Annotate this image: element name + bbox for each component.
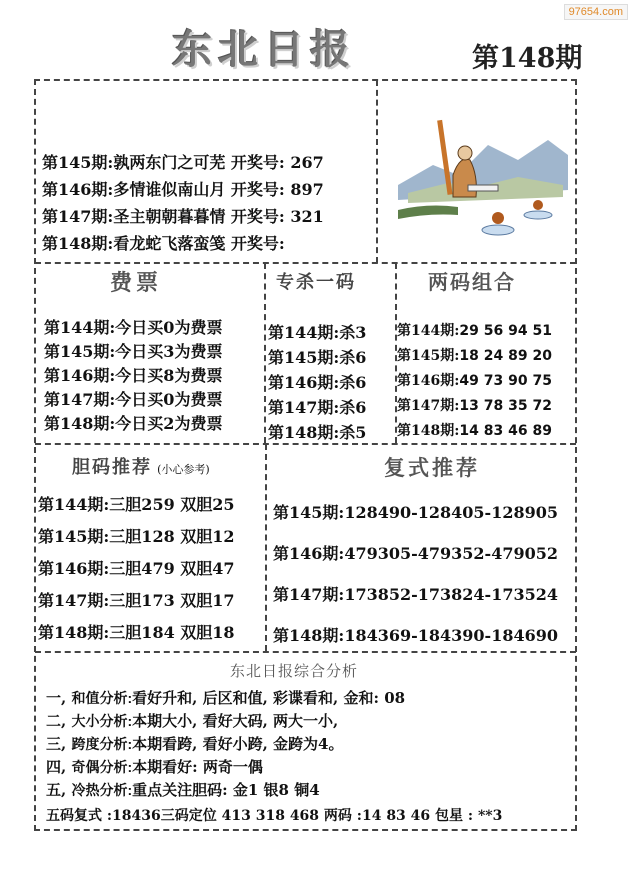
list-item: 第146期:今日买8为费票 xyxy=(44,366,223,385)
lower-vertical-divider xyxy=(265,444,267,651)
draw-row: 第147期:圣主朝朝暮暮情 开奖号: 321 xyxy=(42,207,324,226)
list-item: 第146期:杀6 xyxy=(268,373,367,392)
list-item: 第147期:杀6 xyxy=(268,398,367,417)
two-combo-title: 两码组合 xyxy=(428,270,516,294)
draw-row: 第148期:看龙蛇飞落蛮笺 开奖号: xyxy=(42,234,285,253)
analysis-row: 五, 冷热分析:重点关注胆码: 金1 银8 铜4 xyxy=(46,781,320,799)
gall-title: 胆码推荐 xyxy=(72,457,152,478)
list-item: 第146期:49 73 90 75 xyxy=(397,373,552,389)
gall-note: (小心参考) xyxy=(157,463,210,476)
list-item: 第147期:今日买0为费票 xyxy=(44,390,223,409)
draw-row: 第146期:多情谁似南山月 开奖号: 897 xyxy=(42,180,324,199)
list-item: 第144期:今日买0为费票 xyxy=(44,318,223,337)
analysis-row: 四, 奇偶分析:本期看好: 两奇一偶 xyxy=(46,758,263,776)
gall-heading xyxy=(72,453,210,479)
list-item: 第145期:今日买3为费票 xyxy=(44,342,223,361)
scholar-illustration xyxy=(398,115,568,245)
list-item: 第148期:14 83 46 89 xyxy=(397,423,552,439)
compound-title: 复式推荐 xyxy=(384,455,480,480)
list-item: 第144期:三胆259 双胆25 xyxy=(38,495,235,514)
compound-list xyxy=(273,500,558,664)
top-vertical-divider xyxy=(376,80,378,263)
analysis-title: 东北日报综合分析 xyxy=(230,662,359,680)
analysis-row: 一, 和值分析:看好升和, 后区和值, 彩谍看和, 金和: 08 xyxy=(46,689,406,707)
issue-number: 第148期 xyxy=(472,43,583,74)
list-item: 第145期:18 24 89 20 xyxy=(397,348,552,364)
list-item: 第148期:今日买2为费票 xyxy=(44,414,223,433)
list-item: 第148期:184369-184390-184690 xyxy=(273,626,558,645)
list-item: 第147期:13 78 35 72 xyxy=(397,398,552,414)
list-item: 第148期:杀5 xyxy=(268,423,367,442)
gall-list xyxy=(38,492,235,652)
middle-divider-1 xyxy=(264,263,266,443)
list-item: 第147期:173852-173824-173524 xyxy=(273,585,558,604)
list-item: 第147期:三胆173 双胆17 xyxy=(38,591,235,610)
analysis-footer: 五码复式 :18436三码定位 413 318 468 两码 :14 83 46 包星 : **3 xyxy=(46,808,503,824)
draw-row: 第145期:孰两东门之可芜 开奖号: 267 xyxy=(42,153,324,172)
list-item: 第146期:479305-479352-479052 xyxy=(273,544,558,563)
site-watermark: 97654.com xyxy=(564,4,628,20)
list-item: 第144期:杀3 xyxy=(268,323,367,342)
newspaper-title: 东北日报 xyxy=(172,26,356,73)
kill-one-list xyxy=(268,320,366,445)
top-horizontal-divider xyxy=(35,262,576,264)
analysis-row: 三, 跨度分析:本期看跨, 看好小跨, 金跨为4。 xyxy=(46,735,344,753)
list-item: 第144期:29 56 94 51 xyxy=(397,323,552,339)
free-ticket-list xyxy=(44,315,222,435)
list-item: 第145期:128490-128405-128905 xyxy=(273,503,558,522)
list-item: 第145期:杀6 xyxy=(268,348,367,367)
kill-one-title: 专杀一码 xyxy=(276,272,356,293)
two-combo-list xyxy=(397,320,552,445)
analysis-row: 二, 大小分析:本期大小, 看好大码, 两大一小, xyxy=(46,712,339,730)
free-ticket-title: 费票 xyxy=(110,270,163,296)
list-item: 第148期:三胆184 双胆18 xyxy=(38,623,235,642)
list-item: 第145期:三胆128 双胆12 xyxy=(38,527,235,546)
draw-results xyxy=(42,150,324,258)
analysis-list xyxy=(46,687,405,802)
list-item: 第146期:三胆479 双胆47 xyxy=(38,559,235,578)
